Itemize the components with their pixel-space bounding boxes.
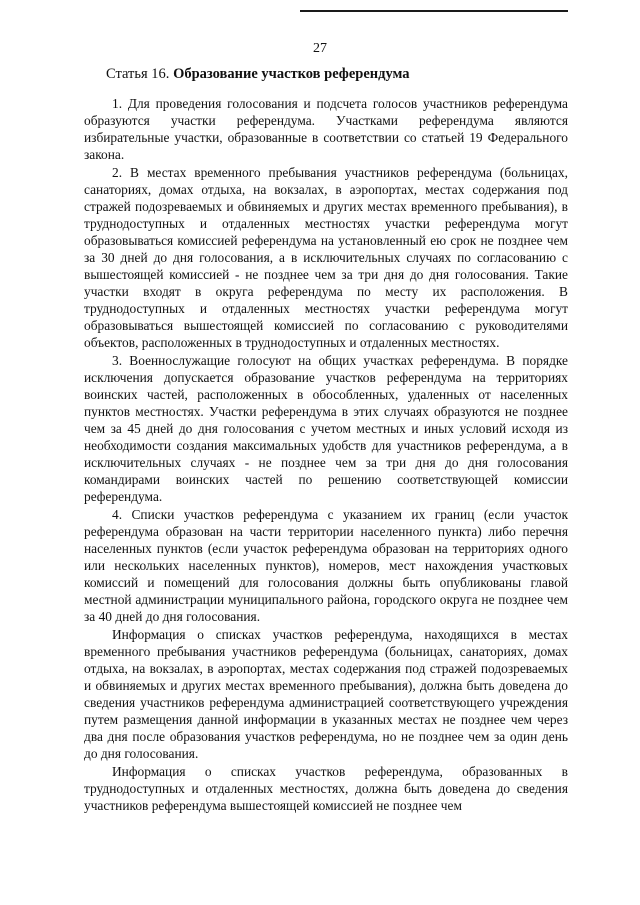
paragraph-2: 2. В местах временного пребывания участников референдума (больницах, санаториях, домах отдыха, на вокзалах, в аэропортах, местах содержания под стражей подозреваемых и обвиняемых и других местах временного пребывания), в труднодоступных и отдаленных местностях участки референдума могут образовываться комиссией референдума на установленный ею срок не позднее чем за 30 дней до дня голосования, а в исключительных случаях по согласованию с вышестоящей комиссией - не позднее чем за три дня до дня голосования. Такие участки входят в округа референдума по месту их расположения. В труднодоступных и отдаленных местностях участки референдума могут образовываться вышестоящей комиссией по согласованию с руководителями объектов, расположенных в труднодоступных и отдаленных местностях.: [84, 165, 568, 350]
article-body: [84, 95, 568, 814]
top-rule-line: [300, 10, 568, 12]
paragraph-6: Информация о списках участков референдума, образованных в труднодоступных и отдаленных местностях, должна быть доведена до сведения участников референдума вышестоящей комиссией не позднее чем: [84, 764, 568, 813]
paragraph-3: 3. Военнослужащие голосуют на общих участках референдума. В порядке исключения допускается образование участков референдума на территориях воинских частей, расположенных в обособленных, удаленных от населенных пунктов местностях. Участки референдума в этих случаях образуются не позднее чем за 45 дней до дня голосования с учетом местных и иных условий исходя из необходимости создания максимальных удобств для участников референдума, а в исключительных случаях - не позднее чем за три дня до дня голосования командирами воинских частей по решению соответствующей комиссии референдума.: [84, 353, 568, 504]
paragraph-1: 1. Для проведения голосования и подсчета голосов участников референдума образуются участки референдума. Участками референдума являются избирательные участки, образованные в соответствии со статьей 19 Федерального закона.: [84, 96, 568, 162]
paragraph-4: 4. Списки участков референдума с указанием их границ (если участок референдума образован на части территории населенного пункта) либо перечня населенных пунктов (если участок референдума образован на территориях одного или нескольких населенных пунктов), номеров, мест нахождения участковых комиссий и помещений для голосования должны быть опубликованы главой местной администрации муниципального района, городского округа не позднее чем за 40 дней до дня голосования.: [84, 507, 568, 624]
article-heading: [106, 65, 410, 83]
page-number: 27: [313, 41, 327, 56]
article-label: Статья 16.: [106, 66, 170, 82]
paragraph-5: Информация о списках участков референдума, находящихся в местах временного пребывания участников референдума (больницах, санаториях, домах отдыха, на вокзалах, в аэропортах, местах содержания под стражей подозреваемых и обвиняемых и других местах временного пребывания), должна быть доведена до сведения участников референдума администрацией соответствующего учреждения путем размещения данной информации в указанных местах не позднее чем через два дня после образования участков референдума, но не позднее чем за один день до дня голосования.: [84, 627, 568, 761]
article-title: Образование участков референдума: [173, 66, 410, 82]
